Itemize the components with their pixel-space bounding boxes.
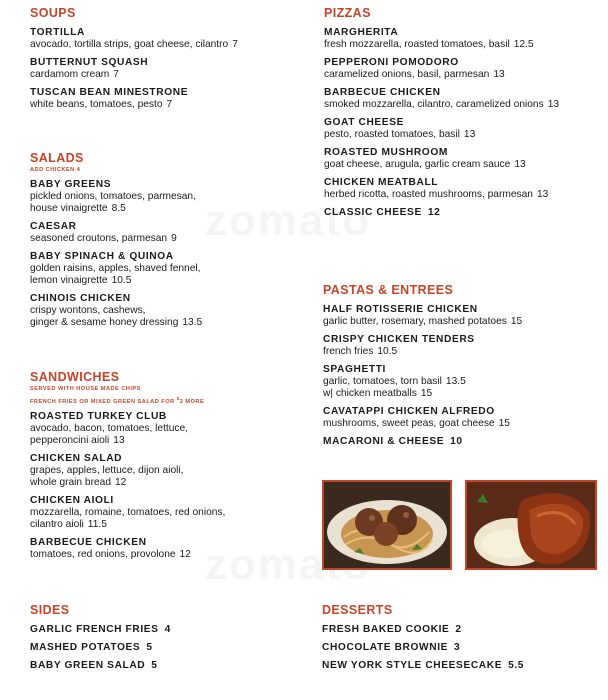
item-name-text: MASHED POTATOES xyxy=(30,642,141,653)
item-description xyxy=(324,39,604,51)
pizzas-section xyxy=(324,6,604,219)
sides-section xyxy=(30,603,300,672)
item-price: 12 xyxy=(115,476,127,488)
item-description-text: pesto, roasted tomatoes, basil xyxy=(324,129,460,140)
section-title: SANDWICHES xyxy=(30,370,120,384)
menu-item xyxy=(30,57,300,81)
item-description-text: fresh mozzarella, roasted tomatoes, basil xyxy=(324,39,510,50)
item-description xyxy=(30,465,300,489)
item-price: 13 xyxy=(463,129,476,140)
item-description-text: cardamom cream xyxy=(30,69,110,80)
item-name-text: CHICKEN AIOLI xyxy=(30,494,114,506)
section-title: SIDES xyxy=(30,603,70,617)
menu-item xyxy=(30,221,300,245)
item-name-text: BABY GREENS xyxy=(30,179,112,190)
pastas-entrees-section xyxy=(323,283,603,448)
section-title: SOUPS xyxy=(30,6,76,20)
item-name xyxy=(30,624,300,636)
item-name-text: ROASTED TURKEY CLUB xyxy=(30,410,167,422)
menu-item xyxy=(30,87,300,111)
item-name xyxy=(324,57,604,69)
item-name-text: BABY GREEN SALAD xyxy=(30,660,146,671)
menu-item xyxy=(322,660,602,672)
item-price: 15 xyxy=(510,316,523,327)
item-name-text: GARLIC FRENCH FRIES xyxy=(30,624,159,635)
item-name-text: CHICKEN MEATBALL xyxy=(324,177,439,188)
soups-section xyxy=(30,6,300,111)
menu-item xyxy=(30,453,300,489)
item-description-text: mozzarella, romaine, tomatoes, red onions, cilantro aioli xyxy=(30,506,226,530)
item-name-text: CAESAR xyxy=(30,221,77,232)
item-price: 12 xyxy=(427,207,441,218)
item-description xyxy=(324,129,604,141)
item-price: 13.5 xyxy=(445,376,466,387)
item-description xyxy=(30,507,300,531)
item-name xyxy=(322,642,602,654)
item-description-text: tomatoes, red onions, provolone xyxy=(30,548,176,560)
item-price: 10 xyxy=(450,436,463,447)
item-name-text: CLASSIC CHEESE xyxy=(324,207,422,218)
menu-item xyxy=(324,117,604,141)
menu-item xyxy=(30,179,300,215)
item-name-text: PEPPERONI POMODORO xyxy=(324,57,459,68)
item-extra-text: w| chicken meatballs xyxy=(323,388,417,399)
item-name-text: CAVATAPPI CHICKEN ALFREDO xyxy=(323,406,495,417)
menu-item xyxy=(30,660,300,672)
item-description-text: smoked mozzarella, cilantro, caramelized onions xyxy=(324,99,544,110)
item-name xyxy=(324,177,604,189)
item-price: 5 xyxy=(151,660,158,671)
item-price: 15 xyxy=(498,418,510,429)
menu-item xyxy=(30,251,300,287)
menu-item xyxy=(323,436,603,448)
section-note: SERVED WITH HOUSE MADE CHIPS xyxy=(30,386,141,392)
item-description xyxy=(324,99,604,111)
menu-item xyxy=(322,642,602,654)
item-description xyxy=(324,159,604,171)
menu-item xyxy=(324,147,604,171)
item-name-text: SPAGHETTI xyxy=(323,364,386,375)
item-price: 7 xyxy=(232,39,238,50)
rotisserie-chicken-image xyxy=(467,482,595,568)
item-price: 10.5 xyxy=(377,346,398,357)
item-description xyxy=(323,316,603,328)
item-description xyxy=(30,305,300,329)
menu-item xyxy=(323,304,603,328)
item-price: 13 xyxy=(113,434,125,446)
menu-item xyxy=(324,57,604,81)
menu-item xyxy=(30,495,300,531)
item-name-text: TORTILLA xyxy=(30,27,85,38)
item-price: 10.5 xyxy=(111,275,132,286)
item-price: 12 xyxy=(179,548,191,560)
spaghetti-meatballs-photo xyxy=(322,480,452,570)
item-price: 13 xyxy=(536,189,549,200)
item-name xyxy=(323,334,603,346)
item-name xyxy=(30,453,300,465)
item-description-text: avocado, tortilla strips, goat cheese, cilantro xyxy=(30,39,229,50)
item-description xyxy=(30,99,300,111)
item-price: 3 xyxy=(454,642,461,653)
item-description xyxy=(30,423,300,447)
menu-item xyxy=(30,411,300,447)
item-name-text: ROASTED MUSHROOM xyxy=(324,147,448,158)
item-name xyxy=(30,293,300,305)
item-description-text: garlic, tomatoes, torn basil xyxy=(323,376,442,387)
section-title: DESSERTS xyxy=(322,603,393,617)
item-description-text: seasoned croutons, parmesan xyxy=(30,233,168,244)
item-name xyxy=(323,304,603,316)
menu-item xyxy=(30,642,300,654)
menu-item xyxy=(323,406,603,430)
item-price: 7 xyxy=(113,69,119,80)
item-description-text: white beans, tomatoes, pesto xyxy=(30,99,163,110)
item-name xyxy=(322,660,602,672)
item-description-text: grapes, apples, lettuce, dijon aioli, whole grain bread xyxy=(30,464,184,488)
item-name xyxy=(30,495,300,507)
menu-item xyxy=(324,207,604,219)
menu-item xyxy=(324,87,604,111)
item-price: 13.5 xyxy=(182,317,203,328)
item-description-text: garlic butter, rosemary, mashed potatoes xyxy=(323,316,507,327)
item-description-text: crispy wontons, cashews, ginger & sesame honey dressing xyxy=(30,305,179,328)
item-name-text: FRESH BAKED COOKIE xyxy=(322,624,450,635)
item-description xyxy=(324,189,604,201)
item-name-text: MACARONI & CHEESE xyxy=(323,436,445,447)
item-name xyxy=(323,406,603,418)
item-price: 5 xyxy=(146,642,153,653)
item-price: 8.5 xyxy=(111,203,126,214)
item-name-text: MARGHERITA xyxy=(324,27,399,38)
item-price: 9 xyxy=(171,233,177,244)
item-price: 4 xyxy=(164,624,171,635)
item-name-text: CHINOIS CHICKEN xyxy=(30,293,131,304)
item-name-text: HALF ROTISSERIE CHICKEN xyxy=(323,304,478,315)
item-name-text: NEW YORK STYLE CHEESECAKE xyxy=(322,660,503,671)
item-name-text: CHICKEN SALAD xyxy=(30,452,123,464)
item-description xyxy=(30,39,300,51)
desserts-section xyxy=(322,603,602,672)
section-title: PIZZAS xyxy=(324,6,371,20)
menu-item xyxy=(30,293,300,329)
item-name-text: BARBECUE CHICKEN xyxy=(324,87,441,98)
item-name xyxy=(324,27,604,39)
item-description-text: goat cheese, arugula, garlic cream sauce xyxy=(324,159,511,170)
item-name xyxy=(30,57,300,69)
menu-item xyxy=(323,334,603,358)
item-description xyxy=(30,191,300,215)
item-name xyxy=(324,147,604,159)
item-price: 12.5 xyxy=(513,39,534,50)
item-price: 13 xyxy=(514,159,526,170)
item-name xyxy=(324,207,604,219)
item-name xyxy=(324,117,604,129)
item-name xyxy=(30,537,300,549)
spaghetti-meatballs-image xyxy=(324,482,450,568)
item-name xyxy=(322,624,602,636)
item-price: 5.5 xyxy=(508,660,525,671)
menu-item xyxy=(30,624,300,636)
menu-item xyxy=(324,27,604,51)
item-description xyxy=(323,418,603,430)
item-name-text: CRISPY CHICKEN TENDERS xyxy=(323,334,475,345)
item-description-text: mushrooms, sweet peas, goat cheese xyxy=(323,418,495,429)
section-title: PASTAS & ENTREES xyxy=(323,283,454,297)
item-price: 2 xyxy=(455,624,462,635)
item-name-text: CHOCOLATE BROWNIE xyxy=(322,642,449,653)
item-name xyxy=(30,87,300,99)
item-description xyxy=(324,69,604,81)
menu-item xyxy=(322,624,602,636)
sandwiches-section xyxy=(30,370,300,561)
item-description-text: caramelized onions, basil, parmesan xyxy=(324,69,490,80)
menu-item xyxy=(323,364,603,400)
menu-item xyxy=(324,177,604,201)
item-description xyxy=(30,263,300,287)
menu-item xyxy=(30,27,300,51)
item-description xyxy=(30,233,300,245)
section-note: ADD CHICKEN 4 xyxy=(30,167,81,173)
item-name xyxy=(30,27,300,39)
rotisserie-chicken-photo xyxy=(465,480,597,570)
item-description-text: golden raisins, apples, shaved fennel, lemon vinaigrette xyxy=(30,263,201,286)
section-title: SALADS xyxy=(30,151,84,165)
item-name-text: BUTTERNUT SQUASH xyxy=(30,57,149,68)
item-description xyxy=(323,346,603,358)
item-description-text: pickled onions, tomatoes, parmesan, house vinaigrette xyxy=(30,191,196,214)
item-description xyxy=(30,69,300,81)
item-description xyxy=(323,376,603,388)
item-extra xyxy=(323,388,603,400)
item-name-text: BABY SPINACH & QUINOA xyxy=(30,251,174,262)
item-name xyxy=(30,660,300,672)
item-description-text: avocado, bacon, tomatoes, lettuce, pepperoncini aioli xyxy=(30,422,189,446)
item-extra-price: 15 xyxy=(420,388,433,399)
item-name-text: BARBECUE CHICKEN xyxy=(30,536,147,548)
item-name xyxy=(324,87,604,99)
item-price: 11.5 xyxy=(87,518,107,530)
item-description xyxy=(30,549,300,561)
item-name xyxy=(323,436,603,448)
salads-section xyxy=(30,151,300,329)
section-note: FRENCH FRIES OR MIXED GREEN SALAD FOR $2 MORE xyxy=(30,396,205,405)
item-name xyxy=(30,221,300,233)
item-price: 7 xyxy=(166,99,173,110)
item-name xyxy=(30,179,300,191)
item-name xyxy=(30,251,300,263)
item-name xyxy=(323,364,603,376)
item-name xyxy=(30,411,300,423)
item-price: 13 xyxy=(547,99,560,110)
item-name xyxy=(30,642,300,654)
item-description-text: herbed ricotta, roasted mushrooms, parmesan xyxy=(324,189,533,200)
item-description-text: french fries xyxy=(323,346,374,357)
menu-item xyxy=(30,537,300,561)
item-price: 13 xyxy=(493,69,505,80)
item-name-text: GOAT CHEESE xyxy=(324,117,404,128)
item-name-text: TUSCAN BEAN MINESTRONE xyxy=(30,87,189,98)
